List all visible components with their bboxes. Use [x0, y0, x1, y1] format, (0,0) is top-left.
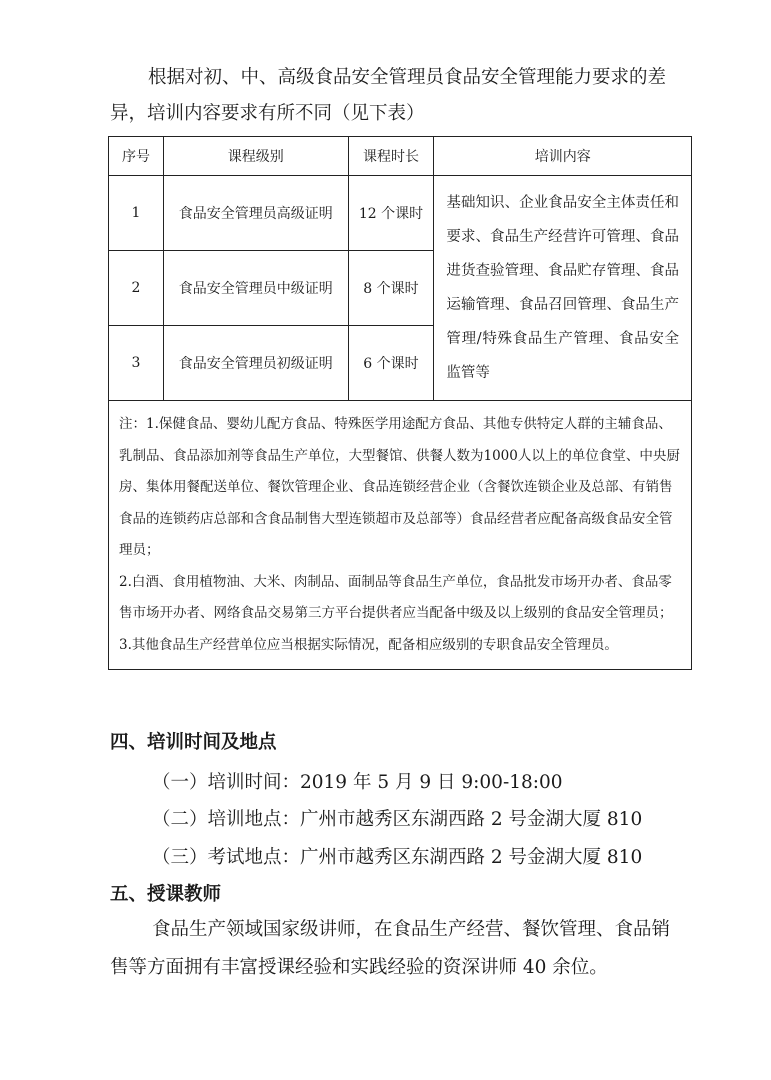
section-5-line-2: 售等方面拥有丰富授课经验和实践经验的资深讲师 40 余位。: [110, 957, 608, 978]
row-level-cell: 食品安全管理员高级证明: [163, 176, 348, 251]
table-header-row: [109, 137, 692, 176]
row-level-cell: 食品安全管理员中级证明: [163, 251, 348, 326]
row-no-cell: 3: [109, 326, 164, 401]
intro-line-1: 根据对初、中、高级食品安全管理员食品安全管理能力要求的差: [148, 67, 667, 88]
note-item-3: 3.其他食品生产经营单位应当根据实际情况，配备相应级别的专职食品安全管理员。: [119, 636, 618, 653]
section-4-item-3: （三）考试地点：广州市越秀区东湖西路 2 号金湖大厦 810: [152, 847, 643, 868]
section-5-line-1: 食品生产领域国家级讲师，在食品生产经营、餐饮管理、食品销: [152, 919, 671, 940]
row-duration-cell: 6 个课时: [348, 326, 434, 401]
table-note-row: [109, 401, 692, 670]
training-table: [108, 136, 692, 670]
header-cell-no: 序号: [109, 137, 164, 176]
section-4-heading: 四、培训时间及地点: [110, 732, 277, 753]
header-cell-duration: 课程时长: [348, 137, 434, 176]
header-cell-level: 课程级别: [163, 137, 348, 176]
note-item-1: 注：1.保健食品、婴幼儿配方食品、特殊医学用途配方食品、其他专供特定人群的主辅食品、乳制品、食品添加剂等食品生产单位，大型餐馆、供餐人数为1000人以上的单位食堂、中央厨房、集体用餐配送单位、餐饮管理企业、食品连锁经营企业（含餐饮连锁企业及总部、有销售食品的连锁药店总部和含食品制售大型连锁超市及总部等）食品经营者应配备高级食品安全管理员；: [119, 416, 680, 558]
table-note-cell: [109, 401, 692, 670]
section-5-heading: 五、授课教师: [110, 884, 222, 905]
row-duration-cell: 12 个课时: [348, 176, 434, 251]
row-level-cell: 食品安全管理员初级证明: [163, 326, 348, 401]
section-4-item-2: （二）培训地点：广州市越秀区东湖西路 2 号金湖大厦 810: [152, 809, 643, 830]
row-no-cell: 2: [109, 251, 164, 326]
table-row: [109, 176, 692, 251]
row-duration-cell: 8 个课时: [348, 251, 434, 326]
intro-line-2: 异，培训内容要求有所不同（见下表）: [110, 103, 425, 124]
training-content-cell: 基础知识、企业食品安全主体责任和要求、食品生产经营许可管理、食品进货查验管理、食品贮存管理、食品运输管理、食品召回管理、食品生产管理/特殊食品生产管理、食品安全监管等: [434, 176, 692, 401]
section-4-item-1: （一）培训时间：2019 年 5 月 9 日 9:00-18:00: [152, 772, 563, 793]
header-cell-content: 培训内容: [434, 137, 692, 176]
note-item-2: 2.白酒、食用植物油、大米、肉制品、面制品等食品生产单位，食品批发市场开办者、食品零售市场开办者、网络食品交易第三方平台提供者应当配备中级及以上级别的食品安全管理员；: [119, 573, 673, 621]
row-no-cell: 1: [109, 176, 164, 251]
